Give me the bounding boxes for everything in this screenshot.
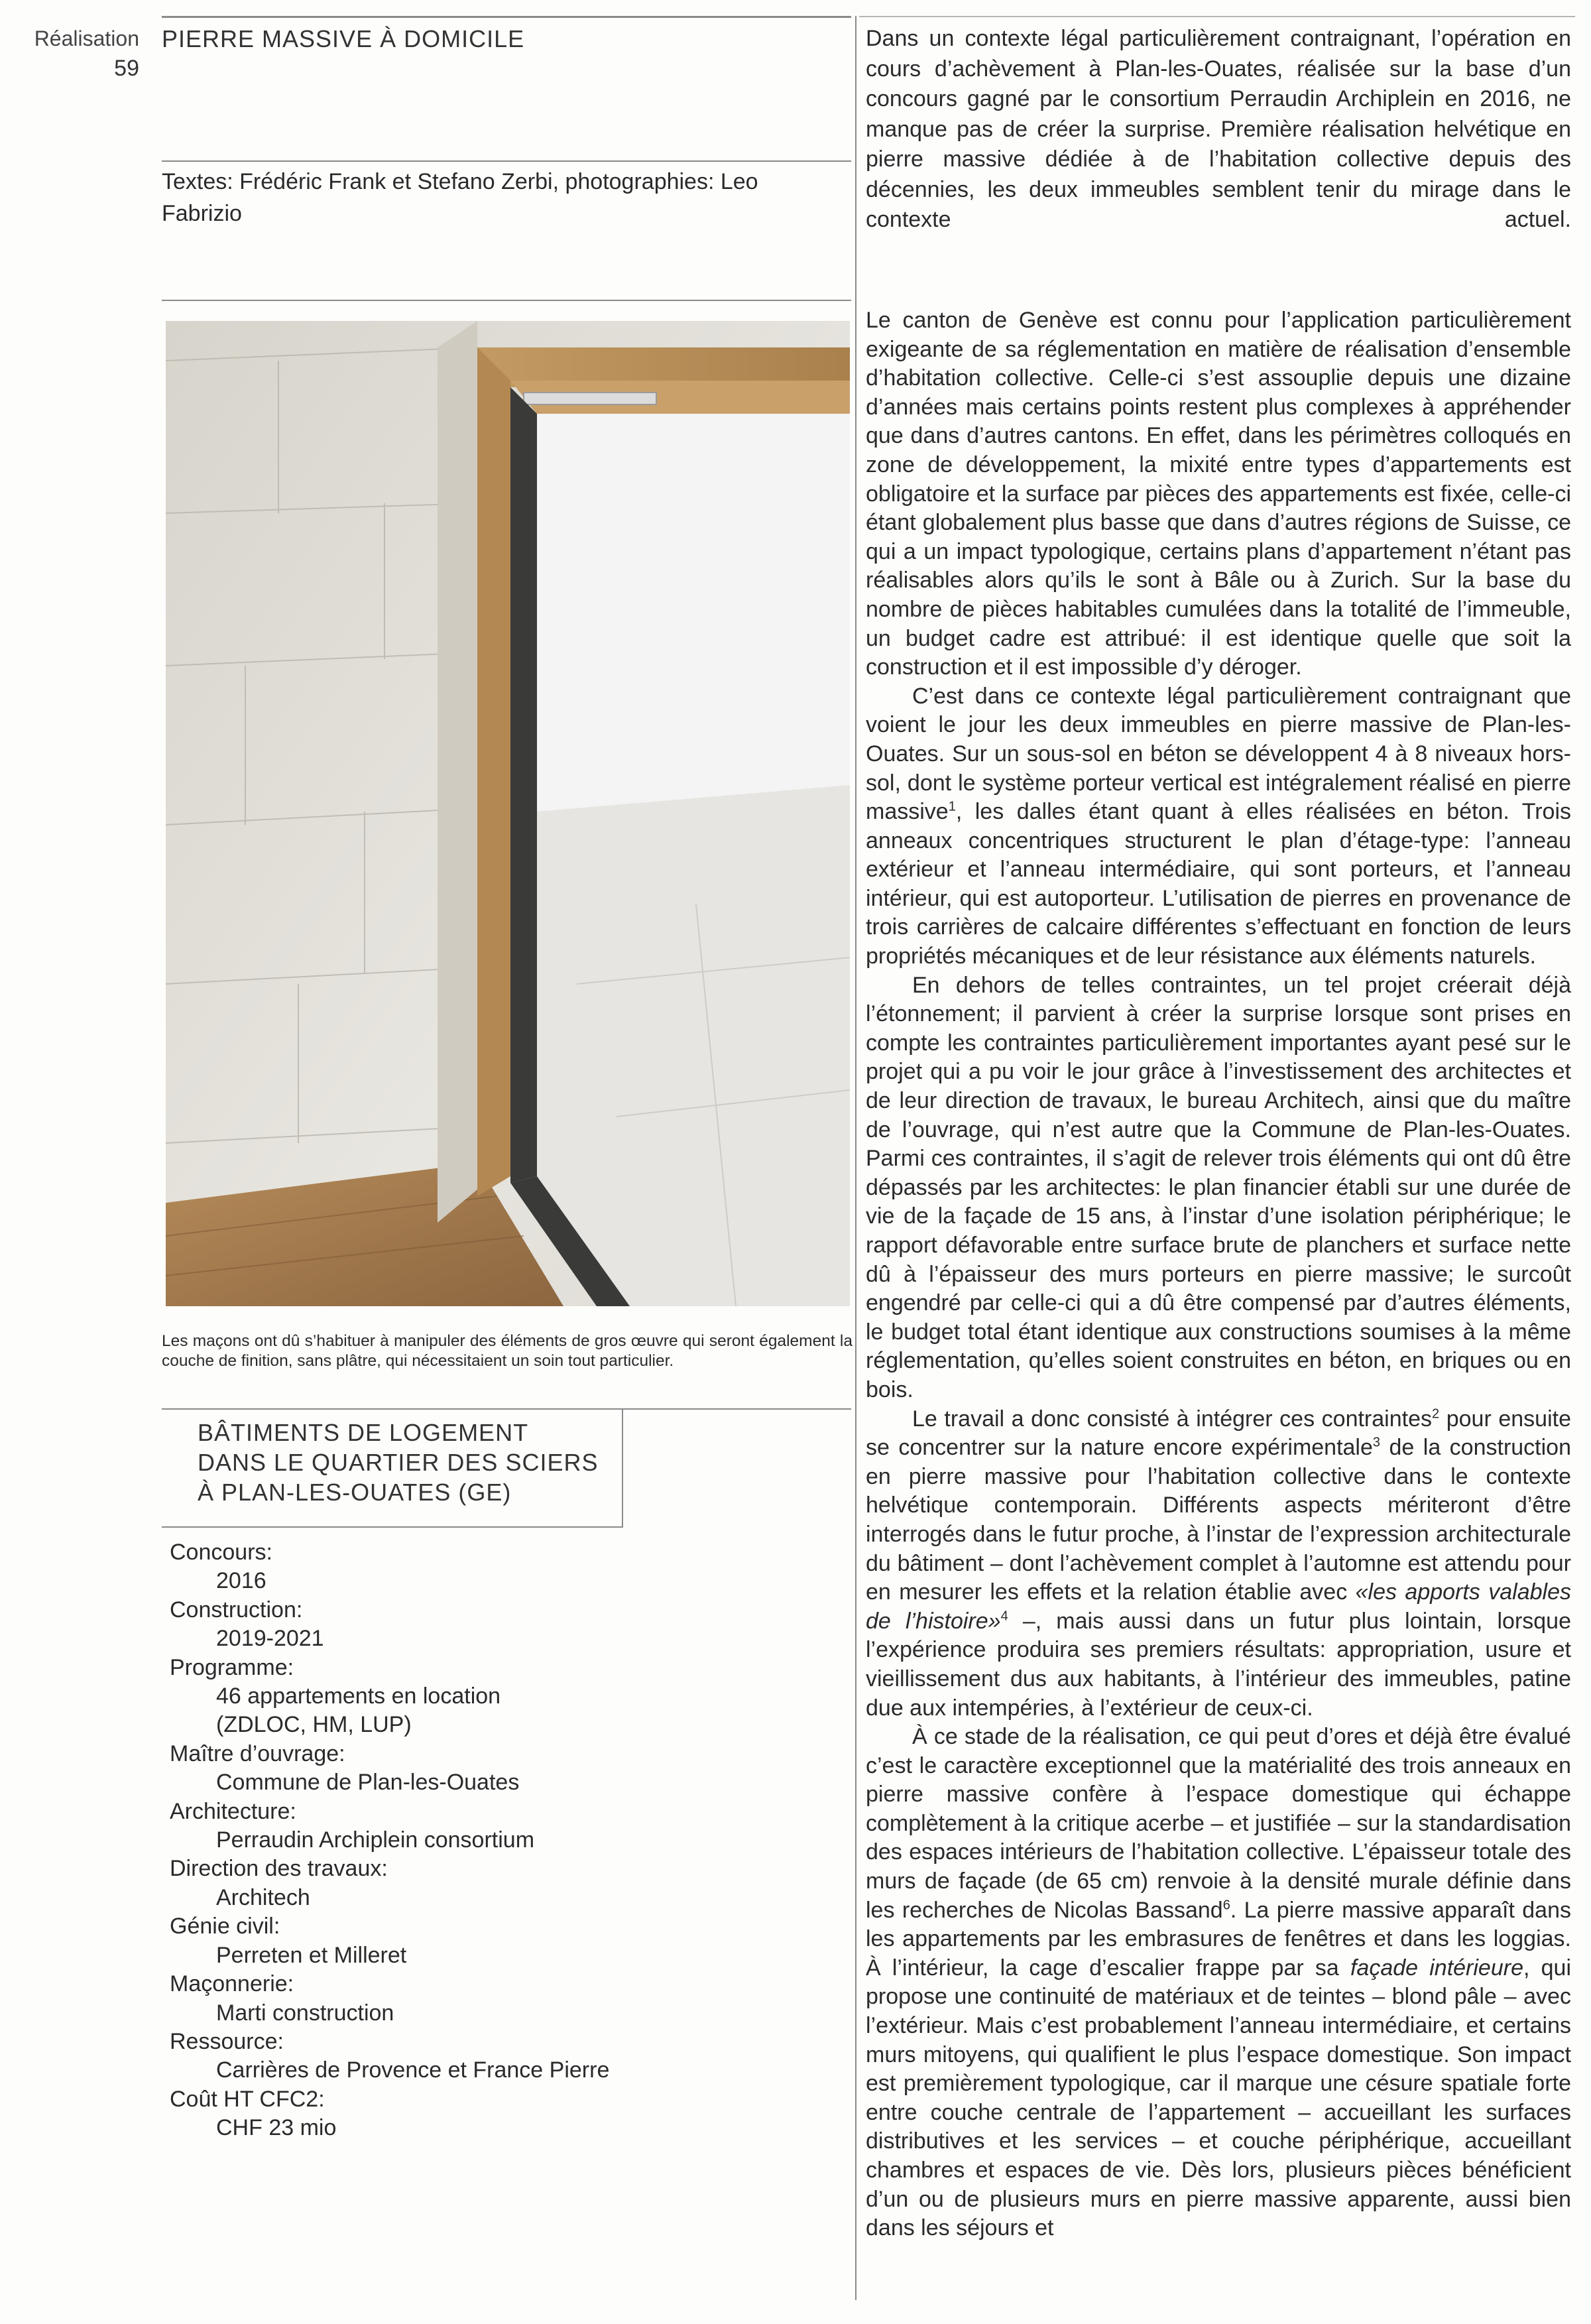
header-rule-right — [859, 16, 1575, 17]
body-paragraph: À ce stade de la réalisation, ce qui peut d’ores et déjà être évalué c’est le caractère exceptionnel que la matérialité des trois anneaux en pierre massive confère à l’espace domestique qui échappe complètement à la critique acerbe – et justifiée – sur la standardisation des espaces intérieurs de l’habitation collective. L’épaisseur totale des murs de façade (de 65 cm) renvoie à la densité murale définie dans les recherches de Nicolas Bassand$^6$. La pierre massive apparaît dans les appartements par les embrasures de fenêtres et dans les loggias. À l’intérieur, la cage d’escalier frappe par sa façade intérieure, qui propose une continuité de matériaux et de teintes – blond pâle – avec l’extérieur. Mais c’est probablement l’anneau intermédiaire, et certains murs mitoyens, qui qualifient le plus l’espace domestique. Son impact est premièrement typologique, car il marque une césure spatiale forte entre couche centrale de l’appartement – accueillant les surfaces distributives et les services – et couche périphérique, accueillant chambres et espaces de vie. Dès lors, plusieurs pièces bénéficient d’un ou de plusieurs murs en pierre massive apparente, aussi bien dans les séjours et — [866, 1724, 1571, 2241]
project-title-line: À PLAN-LES-OUATES (GE) — [198, 1479, 512, 1506]
spec-label: Architecture: — [170, 1798, 296, 1824]
spec-value: 2019-2021 — [216, 1626, 324, 1652]
footnote-ref: 1 — [948, 799, 956, 814]
photo-caption: Les maçons ont dû s’habituer à manipuler des éléments de gros œuvre qui seront également la couche de finition, sans plâtre, qui nécessitaient un soin tout particulier. — [162, 1332, 853, 1370]
spec-label: Maçonnerie: — [170, 1971, 294, 1997]
spec-value: 2016 — [216, 1568, 266, 1594]
spec-value: 46 appartements en location (ZDLOC, HM, LUP) — [216, 1683, 501, 1738]
project-title-line: DANS LE QUARTIER DES SCIERS — [198, 1449, 599, 1476]
spec-label: Ressource: — [170, 2028, 284, 2054]
page-number: 59 — [114, 56, 139, 81]
photo-rule — [162, 300, 851, 301]
body-paragraph: Le canton de Genève est connu pour l’application particulièrement exigeante de sa réglementation en matière de réalisation d’ensemble d’habitation collective. Celle-ci s’est assouplie depuis une dizaine d’années mais certains points restent plus complexes à appréhender que dans d’autres cantons. En effet, dans les périmètres colloqués en zone de développement, la mixité entre types d’appartements est obligatoire et la surface par pièces des appartements est fixée, celle-ci étant globalement plus basse que dans d’autres régions de Suisse, ce qui a un impact typologique, certains plans d’appartement n’étant pas réalisables alors qu’ils le sont à Bâle ou à Zurich. Sur la base du nombre de pièces habitables cumulées dans la totalité de l’immeuble, un budget cadre est attribué: il est identique quelle que soit la construction et il est impossible d’y déroger. — [866, 308, 1571, 680]
spec-value: Perreten et Milleret — [216, 1942, 407, 1968]
project-rule — [162, 1408, 851, 1410]
spec-label: Maître d’ouvrage: — [170, 1741, 345, 1766]
spec-value: Perraudin Archiplein consortium — [216, 1827, 535, 1853]
footnote-ref: 2 — [1432, 1406, 1440, 1422]
project-title-line: BÂTIMENTS DE LOGEMENT — [198, 1419, 529, 1446]
spec-label: Direction des travaux: — [170, 1856, 388, 1882]
project-box-divider — [622, 1408, 623, 1528]
spec-label: Concours: — [170, 1540, 272, 1565]
footnote-ref: 6 — [1222, 1898, 1230, 1913]
photo-illustration — [166, 321, 850, 1306]
emphasis: façade intérieure — [1350, 1955, 1523, 1981]
credits-rule — [162, 160, 851, 162]
header-rule — [162, 16, 851, 18]
body-paragraph: En dehors de telles contraintes, un tel projet créerait déjà l’étonnement; il parvient à créer la surprise lorsque sont prises en compte les contraintes particulièrement importantes ayant pesé sur le projet qui a pu voir le jour grâce à l’investissement des architectes et de leur direction de travaux, le bureau Architech, ainsi que du maître de l’ouvrage, qui n’est autre que la Commune de Plan-les-Ouates. Parmi ces contraintes, il s’agit de relever trois éléments qui ont dû être dépassés par les architectes: le plan financier établi sur une durée de vie de la façade de 15 ans, à l’instar d’une isolation périphérique; le rapport défavorable entre surface brute de planchers et surface nette dû à l’épaisseur des murs porteurs en pierre massive; le surcoût engendré par celle-ci qui a dû être compensé par d’autres éléments, le budget total étant identique aux constructions soumises à la même réglementation, qu’elles soient construites en béton, en briques ou en bois. — [866, 972, 1571, 1402]
article-body — [866, 306, 1571, 2243]
footnote-ref: 4 — [1000, 1609, 1008, 1624]
spec-label: Génie civil: — [170, 1914, 280, 1939]
spec-label: Coût HT CFC2: — [170, 2086, 325, 2112]
intro-text: Dans un contexte légal particulièrement contraignant, l’opération en cours d’achèvement à Plan-les-Ouates, réalisée sur la base d’un concours gagné par le consortium Perraudin Archiplein en 2016, ne manque pas de créer la surprise. Première réalisation helvétique en pierre massive dédiée à de l’habitation collective depuis des décennies, les deux immeubles semblent tenir du mirage dans le contexte actuel. — [866, 26, 1571, 232]
spec-value: Commune de Plan-les-Ouates — [216, 1770, 520, 1796]
project-title — [198, 1418, 598, 1507]
spec-value: Marti construction — [216, 2000, 394, 2026]
project-specs — [170, 1538, 833, 2143]
column-divider — [855, 16, 856, 2300]
body-paragraph: C’est dans ce contexte légal particulièrement contraignant que voient le jour les deux immeubles en pierre massive de Plan-les-Ouates. Sur un sous-sol en béton se développent 4 à 8 niveaux hors-sol, dont le système porteur vertical est intégralement réalisé en pierre massive$^1$, les dalles étant quant à elles réalisées en béton. Trois anneaux concentriques structurent le plan d’étage-type: l’anneau extérieur et l’anneau intermédiaire, qui sont porteurs, et l’anneau intérieur, qui est autoporteur. L’utilisation de pierres en provenance de trois carrières de calcaire différentes s’effectuant en fonction de leurs propriétés mécaniques et de leur résistance aux éléments naturels. — [866, 683, 1571, 969]
specs-rule — [162, 1526, 623, 1528]
spec-value: CHF 23 mio — [216, 2115, 337, 2141]
spec-value: Architech — [216, 1884, 310, 1910]
spec-value: Carrières de Provence et France Pierre — [216, 2057, 610, 2083]
article-title: PIERRE MASSIVE À DOMICILE — [162, 25, 525, 52]
section-label: Réalisation — [34, 27, 139, 50]
footnote-ref: 3 — [1372, 1435, 1381, 1450]
body-paragraph: Le travail a donc consisté à intégrer ces contraintes$^2$ pour ensuite se concentrer sur la nature encore expérimentale$^3$ de la construction en pierre massive pour l’habitation collective dans le contexte helvétique contemporain. Différents aspects mériteront d’être interrogés dans le futur proche, à l’instar de l’expression architecturale du bâtiment – dont l’achèvement complet à l’automne est attendu pour en mesurer les effets et la relation établie avec «les apports valables de l’histoire»$^4$ –, mais aussi dans un futur plus lointain, lorsque l’expérience produira ses premiers résultats: appropriation, usure et vieillissement dus aux habitants, à l’intérieur des immeubles, patine due aux intempéries, à l’extérieur de ceux-ci. — [866, 1406, 1572, 1721]
article-credits: Textes: Frédéric Frank et Stefano Zerbi, photographies: Leo Fabrizio — [162, 169, 758, 226]
photo-window-stone-wall — [166, 321, 850, 1306]
quotation: «les apports valables de l’histoire» — [866, 1579, 1572, 1634]
spec-label: Programme: — [170, 1654, 294, 1680]
spec-label: Construction: — [170, 1597, 303, 1622]
